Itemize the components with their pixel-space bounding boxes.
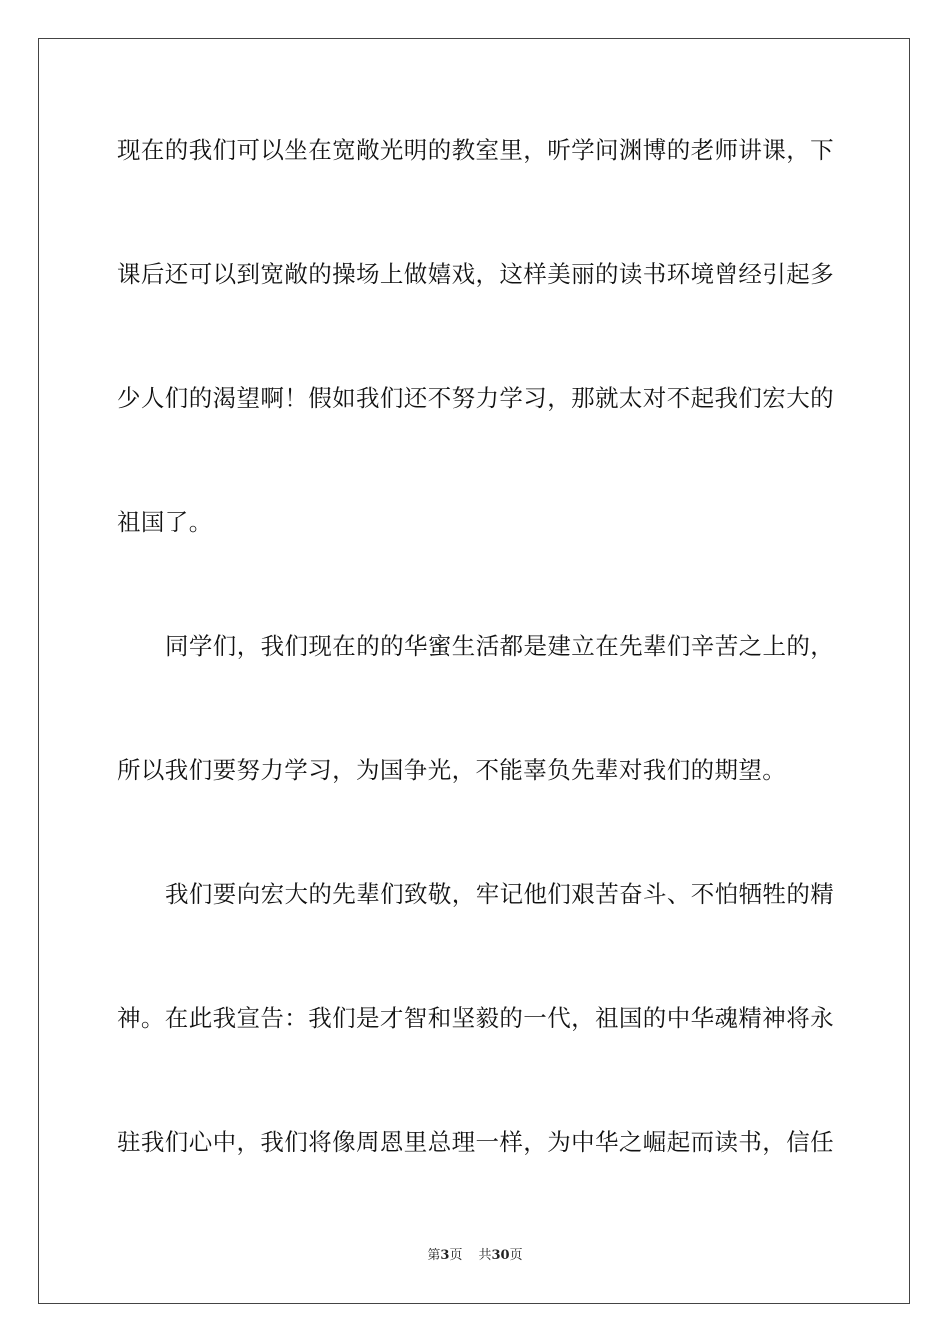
total-page-count: 30 <box>491 1248 510 1263</box>
page-prefix: 第 <box>427 1248 441 1263</box>
text-line-6: 所以我们要努力学习，为国争光，不能辜负先辈对我们的期望。 <box>117 756 787 784</box>
page-suffix: 页 <box>449 1248 463 1263</box>
page-footer <box>0 1247 950 1265</box>
text-line-2: 课后还可以到宽敞的操场上做嬉戏，这样美丽的读书环境曾经引起多 <box>117 260 834 288</box>
text-line-1: 现在的我们可以坐在宽敞光明的教室里，听学问渊博的老师讲课，下 <box>117 136 834 164</box>
text-line-8: 神。在此我宣告：我们是才智和坚毅的一代，祖国的中华魂精神将永 <box>117 1004 834 1032</box>
total-prefix: 共 <box>478 1248 492 1263</box>
text-line-5-paragraph-start: 同学们，我们现在的的华蜜生活都是建立在先辈们辛苦之上的， <box>165 632 835 660</box>
text-line-4: 祖国了。 <box>117 508 213 536</box>
page-border <box>38 38 910 1304</box>
total-suffix: 页 <box>509 1248 523 1263</box>
text-line-7-paragraph-start: 我们要向宏大的先辈们致敬，牢记他们艰苦奋斗、不怕牺牲的精 <box>165 880 835 908</box>
text-line-9: 驻我们心中，我们将像周恩里总理一样，为中华之崛起而读书，信任 <box>117 1128 834 1156</box>
current-page-number: 3 <box>440 1248 450 1263</box>
text-line-3: 少人们的渴望啊！假如我们还不努力学习，那就太对不起我们宏大的 <box>117 384 834 412</box>
